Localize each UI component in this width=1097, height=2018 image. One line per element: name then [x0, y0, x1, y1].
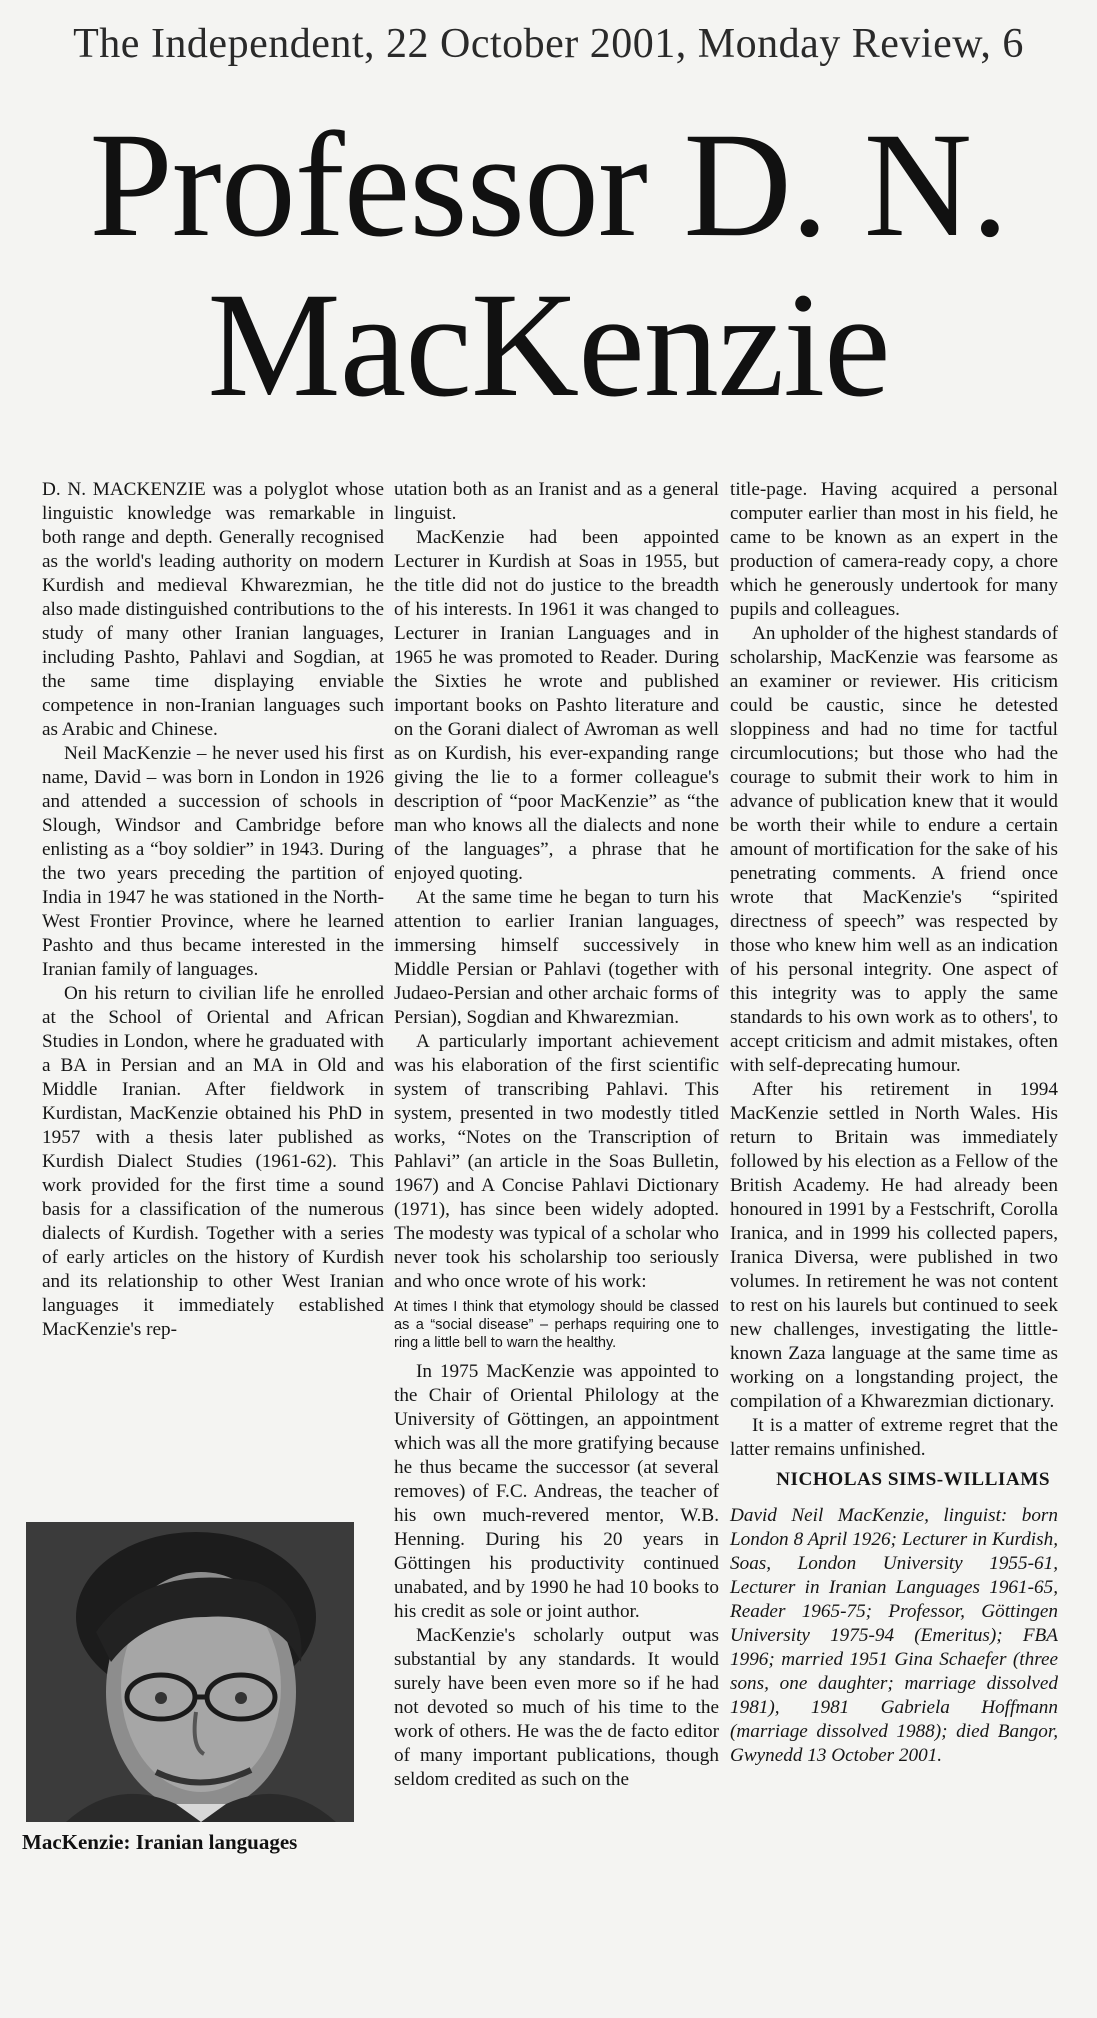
masthead: The Independent, 22 October 2001, Monday Review, 6 — [73, 21, 1024, 67]
article-column-2 — [394, 478, 719, 1792]
paragraph: It is a matter of extreme regret that the latter remains unfinished. — [730, 1415, 1058, 1460]
portrait-illustration — [26, 1522, 354, 1822]
biographical-note: David Neil MacKenzie, linguist: born London 8 April 1926; Lecturer in Kurdish, Soas, London University 1955-61, Lecturer in Iranian Languages 1961-65, Reader 1965-75; Professor, Göttingen University 1975-94 (Emeritus); FBA 1996; married 1951 Gina Schaefer (three sons, one daughter; marriage dissolved 1981), 1981 Gabriela Hoffmann (marriage dissolved 1988); died Bangor, Gwynedd 13 October 2001. — [730, 1505, 1058, 1766]
paragraph: MacKenzie's scholarly output was substantial by any standards. It would surely have been even more so if he had not devoted so much of his time to the work of others. He was the de facto editor of many important publications, though seldom credited as such on the — [394, 1625, 719, 1790]
paragraph: MacKenzie had been appointed Lecturer in Kurdish at Soas in 1955, but the title did not do justice to the breadth of his interests. In 1961 it was changed to Lecturer in Iranian Languages and in 1965 he was promoted to Reader. During the Sixties he wrote and published important books on Pashto literature and on the Gorani dialect of Awroman as well as on Kurdish, his ever-expanding range giving the lie to a former colleague's description of “poor MacKenzie” as “the man who knows all the dialects and none of the languages”, a phrase that he enjoyed quoting. — [394, 527, 719, 884]
paragraph: After his retirement in 1994 MacKenzie settled in North Wales. His return to Britain was immediately followed by his election as a Fellow of the British Academy. He had already been honoured in 1991 by a Festschrift, Corolla Iranica, and in 1999 his collected papers, Iranica Diversa, were published in two volumes. In retirement he was not content to rest on his laurels but continued to seek new challenges, investigating the little-known Zaza language at the same time as working on a longstanding project, the compilation of a Khwarezmian dictionary. — [730, 1079, 1058, 1412]
paragraph: A particularly important achievement was his elaboration of the first scientific system of transcribing Pahlavi. This system, presented in two modestly titled works, “Notes on the Transcription of Pahlavi” (an article in the Soas Bulletin, 1967) and A Concise Pahlavi Dictionary (1971), has since been widely adopted. The modesty was typical of a scholar who never took his scholarship too seriously and who once wrote of his work: — [394, 1031, 719, 1292]
paragraph: In 1975 MacKenzie was appointed to the Chair of Oriental Philology at the University of Göttingen, an appointment which was all the more gratifying because he thus became the successor (at several removes) of F.C. Andreas, the teacher of his own much-revered mentor, W.B. Henning. During his 20 years in Göttingen his productivity continued unabated, and by 1990 he had 10 books to his credit as sole or joint author. — [394, 1361, 719, 1622]
paragraph: D. N. MACKENZIE was a polyglot whose linguistic knowledge was remarkable in both range and depth. Generally recognised as the world's leading authority on modern Kurdish and medieval Khwarezmian, he also made distinguished contributions to the study of many other Iranian languages, including Pashto, Pahlavi and Sogdian, at the same time displaying enviable competence in non-Iranian languages such as Arabic and Chinese. — [42, 479, 384, 740]
paragraph: On his return to civilian life he enrolled at the School of Oriental and African Studies in London, where he graduated with a BA in Persian and an MA in Old and Middle Iranian. After fieldwork in Kurdistan, MacKenzie obtained his PhD in 1957 with a thesis later published as Kurdish Dialect Studies (1961-62). This work provided for the first time a sound basis for a classification of the numerous dialects of Kurdish. Together with a series of early articles on the history of Kurdish and its relationship to other West Iranian languages it immediately established MacKenzie's rep- — [42, 983, 384, 1340]
paragraph: An upholder of the highest standards of scholarship, MacKenzie was fearsome as an examiner or reviewer. His criticism could be caustic, since he detested sloppiness and had no time for tactful circumlocutions; but those who had the courage to submit their work to him in advance of publication knew that it would be worth their while to endure a certain amount of mortification for the sake of his penetrating comments. A friend once wrote that MacKenzie's “spirited directness of speech” was respected by those who knew him well as an indication of his personal integrity. One aspect of this integrity was to apply the same standards to his own work as to others', to accept criticism and admit mistakes, often with self-deprecating humour. — [730, 623, 1058, 1076]
portrait-photo — [26, 1522, 354, 1822]
paragraph: Neil MacKenzie – he never used his first name, David – was born in London in 1926 and attended a succession of schools in Slough, Windsor and Cambridge before enlisting as a “boy soldier” in 1943. During the two years preceding the partition of India in 1947 he was stationed in the North-West Frontier Province, where he learned Pashto and thus became interested in the Iranian family of languages. — [42, 743, 384, 980]
paragraph: utation both as an Iranist and as a general linguist. — [394, 479, 719, 524]
block-quote: At times I think that etymology should be classed as a “social disease” – perhaps requiring one to ring a little bell to warn the healthy. — [394, 1299, 719, 1351]
article-column-1 — [42, 478, 384, 1342]
author-byline: NICHOLAS SIMS-WILLIAMS — [776, 1469, 1050, 1490]
paragraph: title-page. Having acquired a personal computer earlier than most in his field, he came to be known as an expert in the production of camera-ready copy, a chore which he generously undertook for many pupils and colleagues. — [730, 479, 1058, 620]
headline-line-1: Professor D. N. — [89, 102, 1008, 268]
headline — [0, 102, 1097, 428]
article-column-3 — [730, 478, 1058, 1768]
paragraph: At the same time he began to turn his attention to earlier Iranian languages, immersing himself successively in Middle Persian or Pahlavi (together with Judaeo-Persian and other archaic forms of Persian), Sogdian and Khwarezmian. — [394, 887, 719, 1028]
photo-caption: MacKenzie: Iranian languages — [22, 1830, 298, 1854]
headline-line-2: MacKenzie — [207, 262, 890, 428]
